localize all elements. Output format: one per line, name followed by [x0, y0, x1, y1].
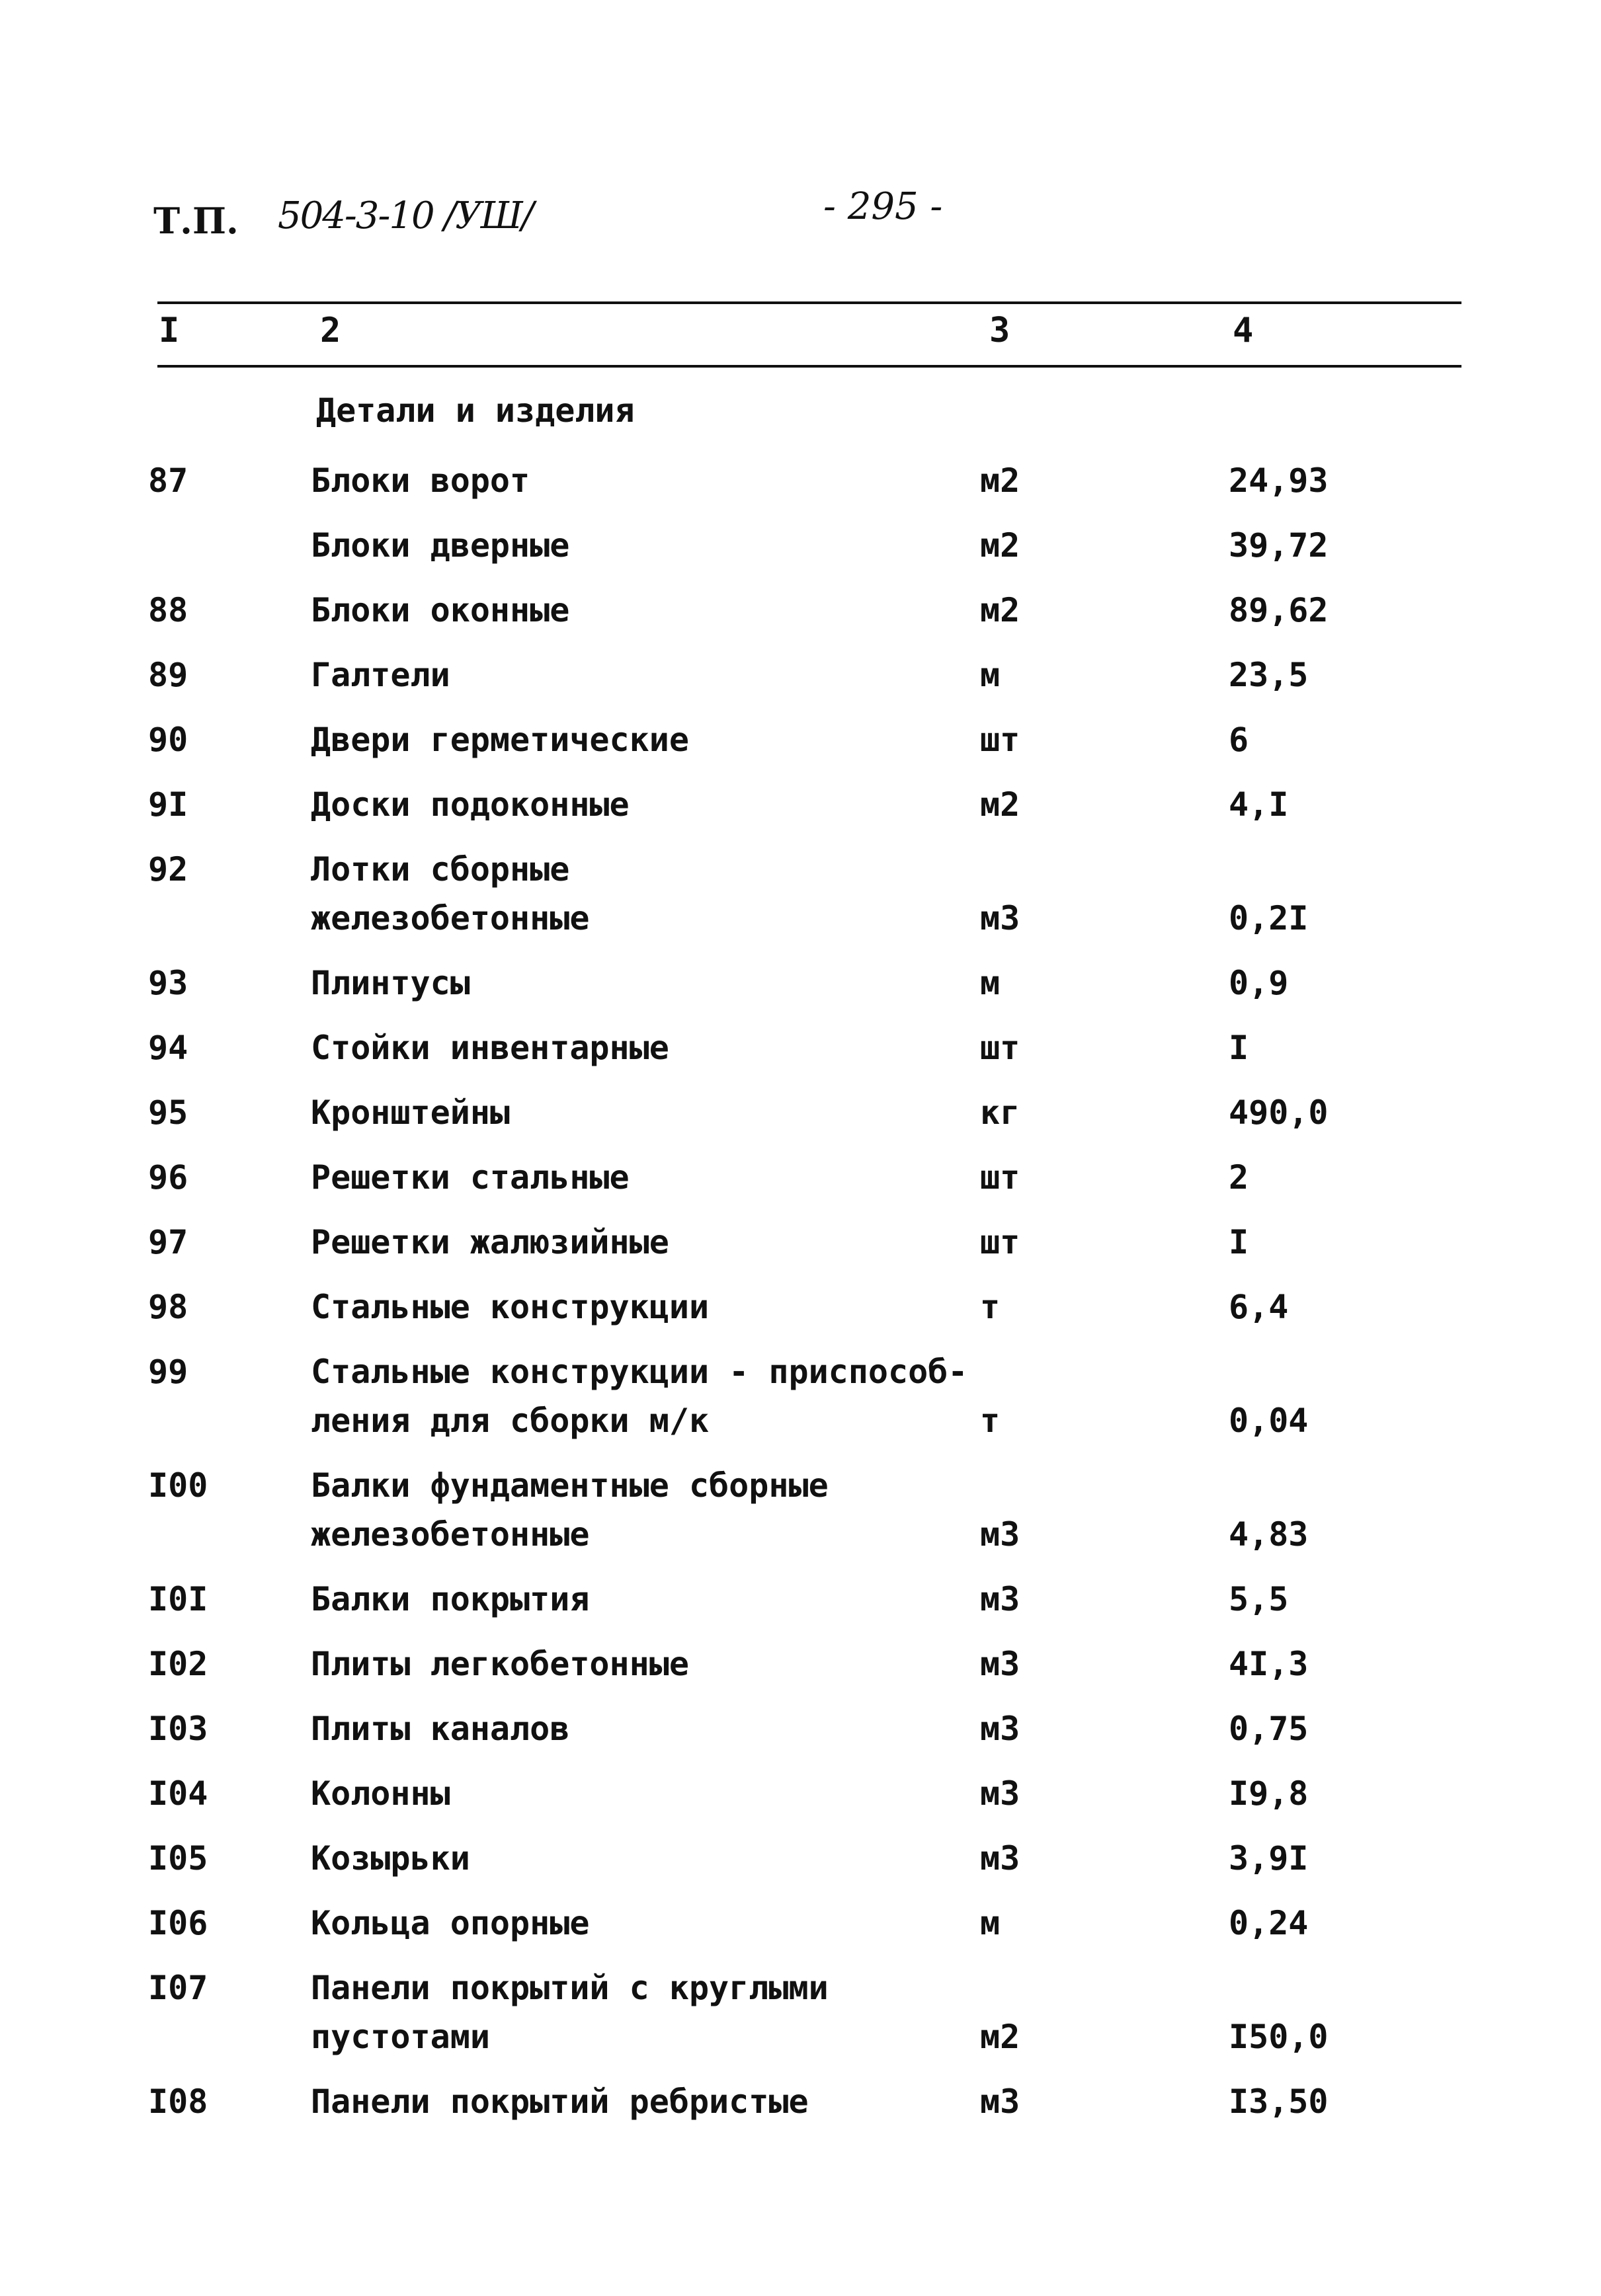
- unit: т: [980, 1402, 1001, 1440]
- table-row: [0, 1023, 1601, 1072]
- row-number: 93: [148, 964, 188, 1002]
- table-row: [0, 1218, 1601, 1267]
- quantity: 23,5: [1229, 656, 1309, 694]
- item-name: Решетки стальные: [311, 1158, 630, 1197]
- table-row: [0, 959, 1601, 1008]
- unit: шт: [980, 1223, 1020, 1261]
- unit: м3: [980, 2082, 1020, 2121]
- table-row: [0, 845, 1601, 943]
- item-name: Стойки инвентарные: [311, 1029, 669, 1067]
- item-name: Блоки ворот: [311, 461, 530, 500]
- item-name: Доски подоконные: [311, 785, 630, 824]
- table-row: [0, 1153, 1601, 1202]
- unit: м2: [980, 785, 1020, 824]
- item-name: Стальные конструкции: [311, 1288, 710, 1326]
- table-row: [0, 456, 1601, 505]
- item-name: ления для сборки м/к: [311, 1402, 710, 1440]
- row-number: I00: [148, 1466, 208, 1505]
- quantity: I9,8: [1229, 1774, 1309, 1813]
- unit: м3: [980, 1645, 1020, 1683]
- quantity: 0,24: [1229, 1904, 1309, 1942]
- unit: м2: [980, 2018, 1020, 2056]
- table-top-rule: [157, 301, 1461, 304]
- item-name: Панели покрытий ребристые: [311, 2082, 809, 2121]
- quantity: 6: [1229, 721, 1249, 759]
- table-row: [0, 1347, 1601, 1445]
- quantity: 4,83: [1229, 1515, 1309, 1554]
- item-name: железобетонные: [311, 899, 590, 937]
- item-name: Стальные конструкции - приспособ-: [311, 1353, 968, 1391]
- row-number: I06: [148, 1904, 208, 1942]
- quantity: 0,04: [1229, 1402, 1309, 1440]
- unit: шт: [980, 1029, 1020, 1067]
- doc-prefix: Т.П.: [153, 200, 239, 242]
- item-name: Кольца опорные: [311, 1904, 590, 1942]
- unit: м2: [980, 526, 1020, 565]
- row-number: I03: [148, 1710, 208, 1748]
- row-number: I04: [148, 1774, 208, 1813]
- item-name: пустотами: [311, 2018, 490, 2056]
- quantity: 3,9I: [1229, 1839, 1309, 1878]
- project-code: 504-3-10 /УШ/: [278, 194, 533, 237]
- table-row: [0, 1769, 1601, 1818]
- quantity: 0,75: [1229, 1710, 1309, 1748]
- column-number-3: 3: [989, 311, 1010, 350]
- row-number: 96: [148, 1158, 188, 1197]
- item-name: Балки фундаментные сборные: [311, 1466, 829, 1505]
- item-name: Двери герметические: [311, 721, 689, 759]
- table-row: [0, 715, 1601, 764]
- unit: м3: [980, 899, 1020, 937]
- item-name: Блоки оконные: [311, 591, 570, 629]
- table-row: [0, 1640, 1601, 1688]
- table-row: [0, 1899, 1601, 1948]
- row-number: 94: [148, 1029, 188, 1067]
- column-number-1: I: [159, 311, 180, 350]
- table-row: [0, 1704, 1601, 1753]
- row-number: I0I: [148, 1580, 208, 1618]
- table-row: [0, 586, 1601, 635]
- item-name: Лотки сборные: [311, 850, 570, 889]
- row-number: I07: [148, 1969, 208, 2007]
- row-number: 88: [148, 591, 188, 629]
- quantity: I: [1229, 1029, 1249, 1067]
- table-row: [0, 1963, 1601, 2061]
- item-name: Решетки жалюзийные: [311, 1223, 669, 1261]
- row-number: 95: [148, 1093, 188, 1132]
- item-name: Плиты легкобетонные: [311, 1645, 689, 1683]
- quantity: 24,93: [1229, 461, 1329, 500]
- unit: м: [980, 964, 1001, 1002]
- quantity: I: [1229, 1223, 1249, 1261]
- item-name: Кронштейны: [311, 1093, 511, 1132]
- row-number: 92: [148, 850, 188, 889]
- unit: кг: [980, 1093, 1020, 1132]
- unit: шт: [980, 721, 1020, 759]
- unit: м3: [980, 1774, 1020, 1813]
- unit: м3: [980, 1710, 1020, 1748]
- unit: м: [980, 656, 1001, 694]
- row-number: 87: [148, 461, 188, 500]
- item-name: Галтели: [311, 656, 450, 694]
- unit: м2: [980, 461, 1020, 500]
- quantity: 4I,3: [1229, 1645, 1309, 1683]
- item-name: Балки покрытия: [311, 1580, 590, 1618]
- table-row: [0, 521, 1601, 570]
- item-name: Панели покрытий с круглыми: [311, 1969, 829, 2007]
- section-title: Детали и изделия: [316, 391, 635, 430]
- row-number: 98: [148, 1288, 188, 1326]
- row-number: 9I: [148, 785, 188, 824]
- item-name: железобетонные: [311, 1515, 590, 1554]
- column-number-4: 4: [1233, 311, 1254, 350]
- column-number-2: 2: [320, 311, 341, 350]
- row-number: I02: [148, 1645, 208, 1683]
- unit: м3: [980, 1515, 1020, 1554]
- table-row: [0, 1283, 1601, 1331]
- row-number: 97: [148, 1223, 188, 1261]
- table-row: [0, 651, 1601, 699]
- row-number: I08: [148, 2082, 208, 2121]
- row-number: 89: [148, 656, 188, 694]
- table-header-rule: [157, 365, 1461, 368]
- table-row: [0, 1088, 1601, 1137]
- unit: м3: [980, 1580, 1020, 1618]
- item-name: Козырьки: [311, 1839, 470, 1878]
- quantity: 2: [1229, 1158, 1249, 1197]
- quantity: 39,72: [1229, 526, 1329, 565]
- item-name: Блоки дверные: [311, 526, 570, 565]
- quantity: 490,0: [1229, 1093, 1329, 1132]
- quantity: 4,I: [1229, 785, 1289, 824]
- unit: м3: [980, 1839, 1020, 1878]
- quantity: 5,5: [1229, 1580, 1289, 1618]
- quantity: I50,0: [1229, 2018, 1329, 2056]
- page-number: - 295 -: [823, 185, 943, 228]
- quantity: 0,2I: [1229, 899, 1309, 937]
- row-number: 99: [148, 1353, 188, 1391]
- quantity: 0,9: [1229, 964, 1289, 1002]
- quantity: 89,62: [1229, 591, 1329, 629]
- item-name: Плиты каналов: [311, 1710, 570, 1748]
- unit: шт: [980, 1158, 1020, 1197]
- table-row: [0, 1834, 1601, 1883]
- table-row: [0, 2077, 1601, 2126]
- row-number: I05: [148, 1839, 208, 1878]
- unit: т: [980, 1288, 1001, 1326]
- quantity: I3,50: [1229, 2082, 1329, 2121]
- item-name: Плинтусы: [311, 964, 470, 1002]
- unit: м: [980, 1904, 1001, 1942]
- table-row: [0, 1575, 1601, 1624]
- table-row: [0, 1461, 1601, 1559]
- unit: м2: [980, 591, 1020, 629]
- row-number: 90: [148, 721, 188, 759]
- quantity: 6,4: [1229, 1288, 1289, 1326]
- item-name: Колонны: [311, 1774, 450, 1813]
- table-row: [0, 780, 1601, 829]
